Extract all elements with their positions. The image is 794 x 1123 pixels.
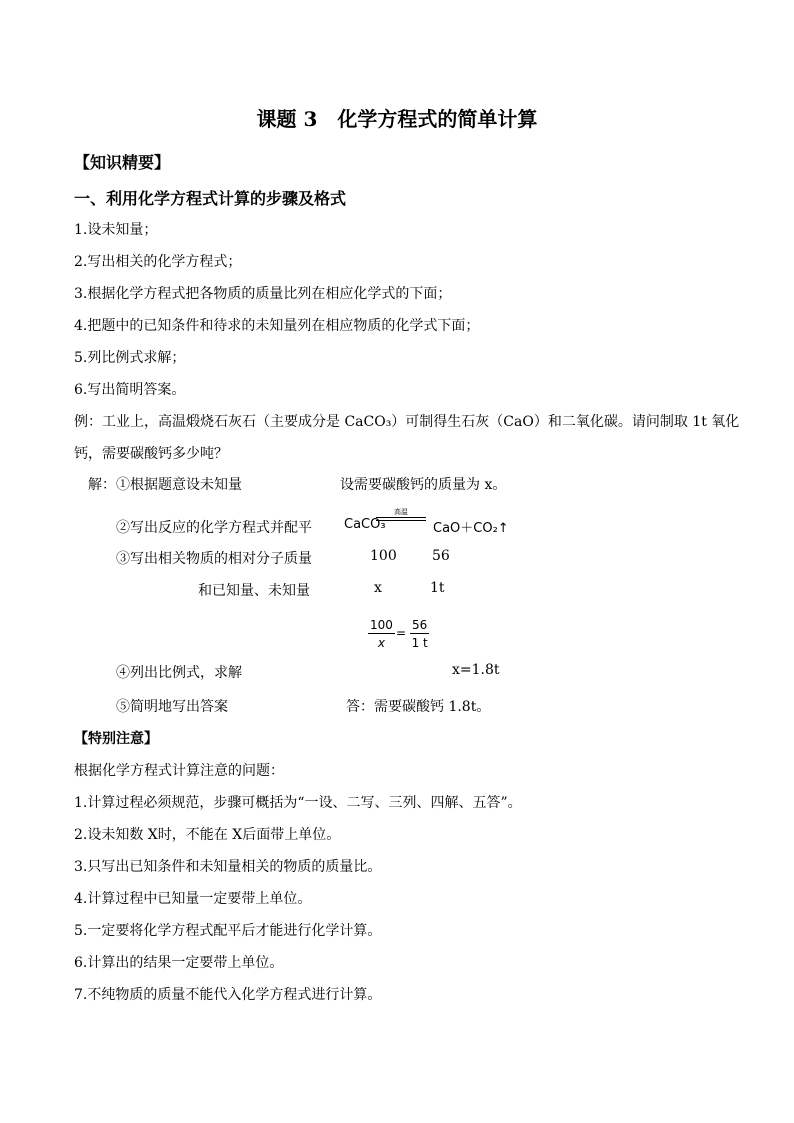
solution-step-label: ③写出相关物质的相对分子质量 <box>116 551 312 567</box>
fraction-numerator: 56 <box>412 618 428 632</box>
note-item: 3.只写出已知条件和未知量相关的物质的质量比。 <box>74 859 382 875</box>
note-item: 2.设未知数 X时，不能在 X后面带上单位。 <box>74 827 341 843</box>
fraction-denominator: 1 t <box>411 636 428 650</box>
note-item: 6.计算出的结果一定要带上单位。 <box>74 955 284 971</box>
ratio-fraction <box>410 618 429 650</box>
note-item: 5.一定要将化学方程式配平后才能进行化学计算。 <box>74 923 382 939</box>
example-line: 例：工业上，高温煅烧石灰石（主要成分是 CaCO₃）可制得生石灰（CaO）和二氧化碳。请问制取 1t 氧化 <box>74 414 740 430</box>
solution-step-label: ①根据题意设未知量 <box>116 477 242 493</box>
solution-step-value: x=1.8t <box>452 662 500 678</box>
step-item: 6.写出简明答案。 <box>74 382 186 398</box>
step-item: 2.写出相关的化学方程式； <box>74 254 242 270</box>
ratio-fraction <box>368 618 395 650</box>
note-item: 1.计算过程必须规范，步骤可概括为“一设、二写、三列、四解、五答”。 <box>74 795 522 811</box>
equation-products: CaO＋CO₂↑ <box>433 521 509 536</box>
notes-intro: 根据化学方程式计算注意的问题： <box>74 763 284 779</box>
example-line: 钙，需要碳酸钙多少吨？ <box>74 446 228 462</box>
step-item: 5.列比例式求解； <box>74 350 186 366</box>
solution-step-value: 设需要碳酸钙的质量为 x。 <box>340 477 507 493</box>
knowledge-header: 【知识精要】 <box>74 153 171 172</box>
solution-step-label: 和已知量、未知量 <box>198 583 310 599</box>
fraction-denominator: x <box>377 636 385 650</box>
solution-step-label: ④列出比例式，求解 <box>116 665 242 681</box>
solution-step-label: ⑤简明地写出答案 <box>116 699 228 715</box>
fraction-numerator: 100 <box>370 618 393 632</box>
step-item: 1.设未知量； <box>74 222 158 238</box>
solution-step-label: ②写出反应的化学方程式并配平 <box>116 520 312 536</box>
reaction-condition-arrow <box>376 508 426 525</box>
molar-mass-value: 56 <box>432 548 450 564</box>
reaction-condition: 高温 <box>394 508 408 516</box>
equation-bar-top <box>376 517 426 518</box>
equation-bar-bottom <box>376 520 426 521</box>
known-value: 1t <box>430 580 445 596</box>
notes-header: 【特别注意】 <box>74 731 158 747</box>
step-item: 4.把题中的已知条件和待求的未知量列在相应物质的化学式下面； <box>74 318 480 334</box>
step-item: 3.根据化学方程式把各物质的质量比列在相应化学式的下面； <box>74 286 452 302</box>
page-title: 课题 3 化学方程式的简单计算 <box>256 107 538 131</box>
section-heading: 一、利用化学方程式计算的步骤及格式 <box>74 189 347 208</box>
molar-mass-value: 100 <box>370 548 397 564</box>
ratio-equals: = <box>396 626 407 640</box>
solution-step-value: 答：需要碳酸钙 1.8t。 <box>346 699 491 715</box>
equation-reactant: CaCO₃ <box>344 517 386 532</box>
note-item: 7.不纯物质的质量不能代入化学方程式进行计算。 <box>74 987 382 1003</box>
note-item: 4.计算过程中已知量一定要带上单位。 <box>74 891 312 907</box>
known-value: x <box>374 580 382 596</box>
solution-prefix: 解： <box>88 477 116 493</box>
